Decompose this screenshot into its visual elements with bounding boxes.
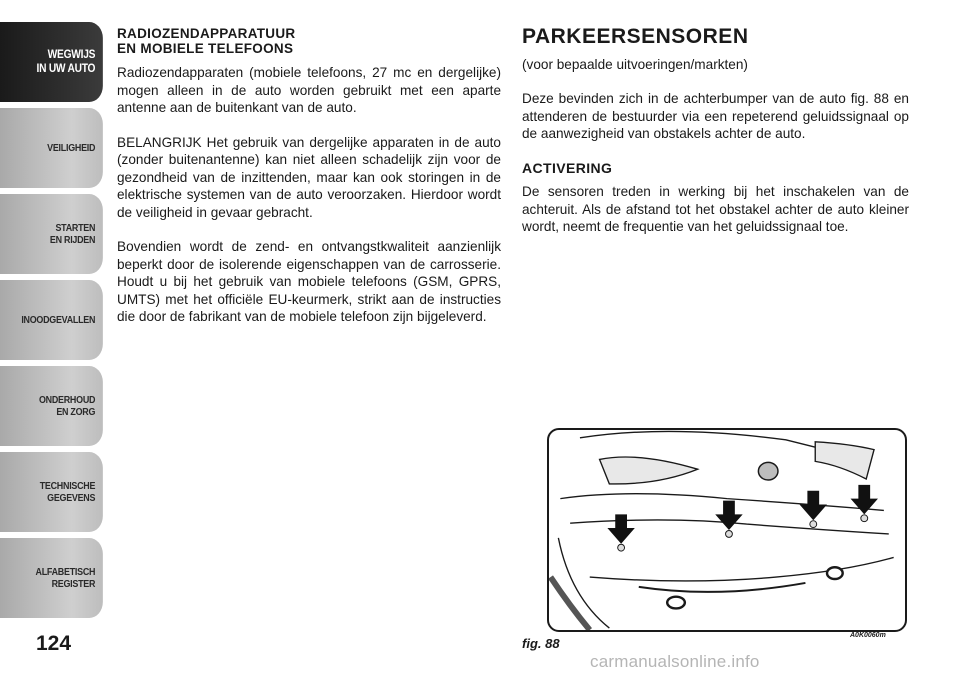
arrow-sensor-2 (715, 501, 742, 530)
sensor-3 (810, 521, 817, 528)
taillight-right (815, 442, 874, 479)
paragraph: BELANGRIJK Het gebruik van dergelijke apparaten in de auto (zonder buitenantenne) kan niet alleen schadelijk zijn voor de gezondheid van de inzittenden, maar kan ook storingen in de elektrische systemen van de auto veroorzaken. Hierdoor wordt de veiligheid in gevaar gebracht. (117, 134, 501, 220)
section-heading (117, 26, 501, 56)
taillight-left (600, 457, 698, 484)
page-number: 124 (36, 632, 72, 655)
paragraph: Bovendien wordt de zend- en ontvangstkwaliteit aanzienlijk beperkt door de isolerende eigenschappen van de carrosserie. Houdt u bij het gebruik van mobiele telefoons (GSM, GPRS, UMTS) met het officiële EU-keurmerk, strikt aan de instructies die door de fabrikant van de mobiele telefoon zijn bijgeleverd. (117, 239, 501, 324)
sensor-4 (861, 515, 868, 522)
heading-line-2: EN MOBIELE TELEFOONS (117, 41, 294, 56)
badge (758, 462, 778, 480)
exhaust-right (827, 567, 843, 579)
figure-code: A0K0060m (850, 632, 886, 639)
paragraph: Radiozendapparaten (mobiele telefoons, 27 mc en dergelijke) mogen alleen in de auto worden gebruikt met een aparte antenne aan de buitenkant van de auto. (117, 65, 501, 115)
tab-label: TECHNISCHE GEGEVENS (39, 479, 96, 504)
watermark: carmanualsonline.info (590, 652, 760, 671)
wheel (551, 577, 590, 630)
wheel-arch (558, 538, 609, 628)
heading-line-1: RADIOZENDAPPARATUUR (117, 26, 296, 41)
chapter-sidebar (0, 22, 103, 624)
left-column (117, 26, 501, 343)
tab-label: ONDERHOUD EN ZORG (38, 393, 96, 418)
tab-label: INOODGEVALLEN (21, 313, 96, 326)
diffuser (639, 583, 806, 592)
intro-paragraph: Deze bevinden zich in de achterbumper van de auto fig. 88 en attenderen de bestuurder via een repeterend geluidssignaal op de aanwezigheid van obstakels achter de auto. (522, 91, 909, 141)
subtitle: (voor bepaalde uitvoeringen/markten) (522, 56, 748, 72)
tab-register[interactable] (0, 538, 103, 618)
right-column (522, 26, 909, 253)
bumper-lower (590, 557, 894, 581)
figure-caption: fig. 88 (522, 636, 560, 651)
arrow-sensor-1 (607, 514, 634, 543)
section-paragraph: De sensoren treden in werking bij het inschakelen van de achteruit. Als de afstand tot het obstakel achter de auto kleiner wordt, neemt de frequentie van het geluidssignaal toe. (522, 184, 909, 234)
rear-car-illustration (549, 430, 905, 630)
tab-label: ALFABETISCH REGISTER (35, 565, 96, 590)
sensor-2 (726, 530, 733, 537)
sensor-1 (618, 544, 625, 551)
body-contour (560, 494, 884, 511)
tab-label: STARTEN EN RIJDEN (49, 221, 96, 246)
page-title: PARKEERSENSOREN (522, 25, 749, 48)
figure-rear-bumper (547, 428, 907, 632)
tab-noodgevallen[interactable] (0, 280, 103, 360)
tab-label: WEGWIJS IN UW AUTO (36, 47, 96, 75)
tab-starten[interactable] (0, 194, 103, 274)
tab-onderhoud[interactable] (0, 366, 103, 446)
tab-technische[interactable] (0, 452, 103, 532)
tab-wegwijs[interactable] (0, 22, 103, 102)
arrow-sensor-3 (800, 491, 827, 520)
exhaust-left (667, 597, 685, 609)
section-heading: ACTIVERING (522, 159, 613, 176)
tab-veiligheid[interactable] (0, 108, 103, 188)
tab-label: VEILIGHEID (47, 141, 96, 154)
